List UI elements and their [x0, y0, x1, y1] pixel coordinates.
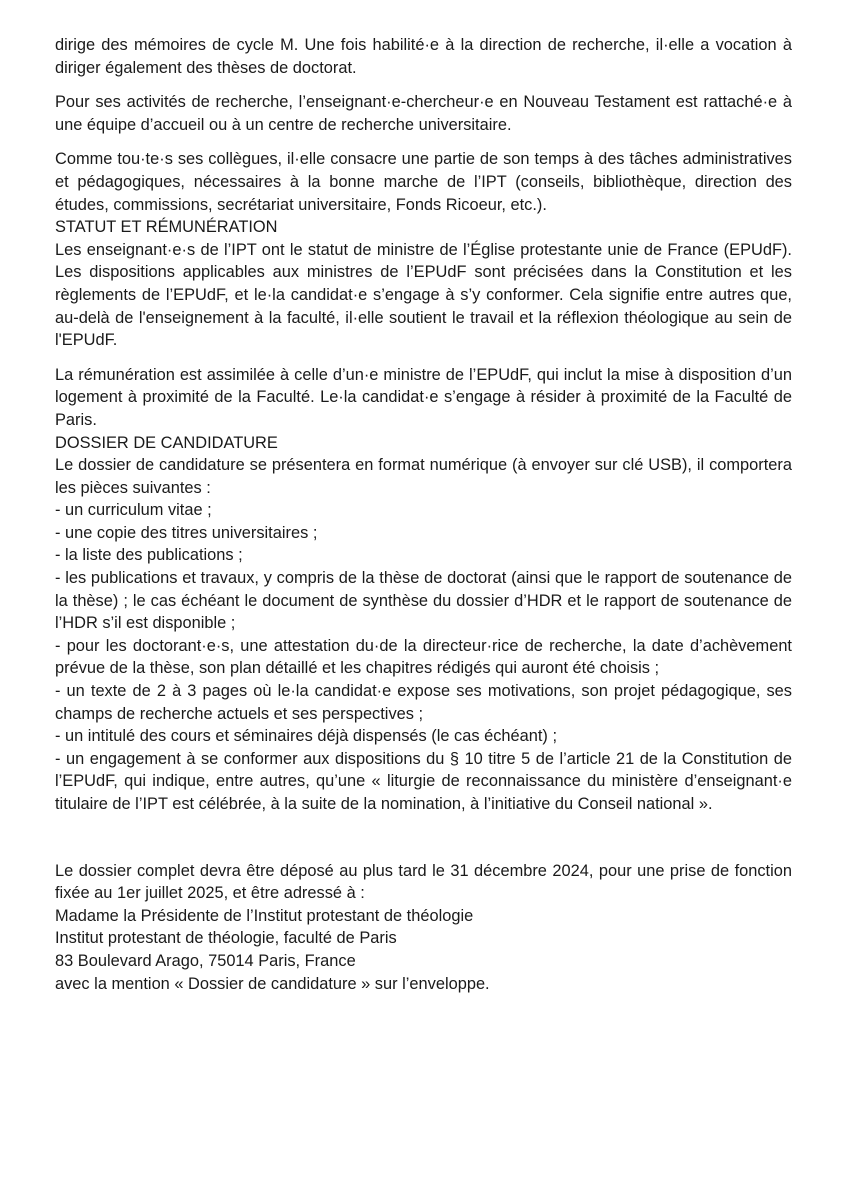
dossier-heading: DOSSIER DE CANDIDATURE — [55, 433, 278, 452]
statut-paragraph-1: Les enseignant·e·s de l’IPT ont le statut de ministre de l’Église protestante unie de France (EPUdF). Les dispositions applicables aux ministres de l’EPUdF sont précisées dans la Constitution et les règlements de l’EPUdF, et le·la candidat·e s’engage à s’y conformer. Cela signifie entre autres que, au-delà de l'enseignement à la faculté, il·elle soutient le travail et la réflexion théologique au sein de l'EPUdF. — [55, 240, 792, 350]
postal-address — [55, 905, 792, 995]
list-item: - une copie des titres universitaires ; — [55, 523, 318, 542]
list-item: - un curriculum vitae ; — [55, 501, 212, 520]
address-line: 83 Boulevard Arago, 75014 Paris, France — [55, 951, 356, 970]
document-page — [55, 34, 792, 995]
list-item: - un intitulé des cours et séminaires déjà dispensés (le cas échéant) ; — [55, 727, 557, 746]
list-item: - un engagement à se conformer aux dispositions du § 10 titre 5 de l’article 21 de la Constitution de l’EPUdF, qui indique, entre autres, qu’une « liturgie de reconnaissance du ministère d’enseignant·e titulaire de l’IPT est célébrée, à la suite de la nomination, à l’initiative du Conseil national ». — [55, 749, 792, 813]
address-line: Madame la Présidente de l’Institut protestant de théologie — [55, 906, 474, 925]
envelope-mention: avec la mention « Dossier de candidature » sur l’enveloppe. — [55, 974, 490, 993]
list-item: - pour les doctorant·e·s, une attestation du·de la directeur·rice de recherche, la date d’achèvement prévue de la thèse, son plan détaillé et les chapitres rédigés qui auront été choisis ; — [55, 636, 792, 678]
address-line: Institut protestant de théologie, faculté de Paris — [55, 929, 397, 948]
dossier-intro: Le dossier de candidature se présentera en format numérique (à envoyer sur clé USB), il comportera les pièces suivantes : — [55, 456, 792, 497]
list-item: - les publications et travaux, y compris de la thèse de doctorat (ainsi que le rapport de soutenance de la thèse) ; le cas échéant le document de synthèse du dossier d’HDR et le rapport de soutenance de l’HDR s’il est disponible ; — [55, 569, 792, 633]
list-item: - un texte de 2 à 3 pages où le·la candidat·e expose ses motivations, son projet pédagogique, ses champs de recherche actuels et ses perspectives ; — [55, 682, 792, 723]
intro-paragraph-3: Comme tou·te·s ses collègues, il·elle consacre une partie de son temps à des tâches administratives et pédagogiques, nécessaires à la bonne marche de l’IPT (conseils, bibliothèque, direction des études, commissions, secrétariat universitaire, Fonds Ricoeur, etc.). — [55, 150, 792, 214]
submission-paragraph: Le dossier complet devra être déposé au plus tard le 31 décembre 2024, pour une prise de fonction fixée au 1er juillet 2025, et être adressé à : — [55, 861, 792, 903]
intro-paragraph-2: Pour ses activités de recherche, l’enseignant·e-chercheur·e en Nouveau Testament est rattaché·e à une équipe d’accueil ou à un centre de recherche universitaire. — [55, 93, 792, 134]
pieces-list — [55, 499, 792, 815]
intro-paragraph-1: dirige des mémoires de cycle M. Une fois habilité·e à la direction de recherche, il·elle a vocation à diriger également des thèses de doctorat. — [55, 36, 792, 77]
statut-paragraph-2: La rémunération est assimilée à celle d’un·e ministre de l’EPUdF, qui inclut la mise à disposition d’un logement à proximité de la Faculté. Le·la candidat·e s’engage à résider à proximité de la Faculté de Paris. — [55, 365, 792, 429]
statut-heading: STATUT ET RÉMUNÉRATION — [55, 218, 278, 237]
list-item: - la liste des publications ; — [55, 546, 243, 565]
